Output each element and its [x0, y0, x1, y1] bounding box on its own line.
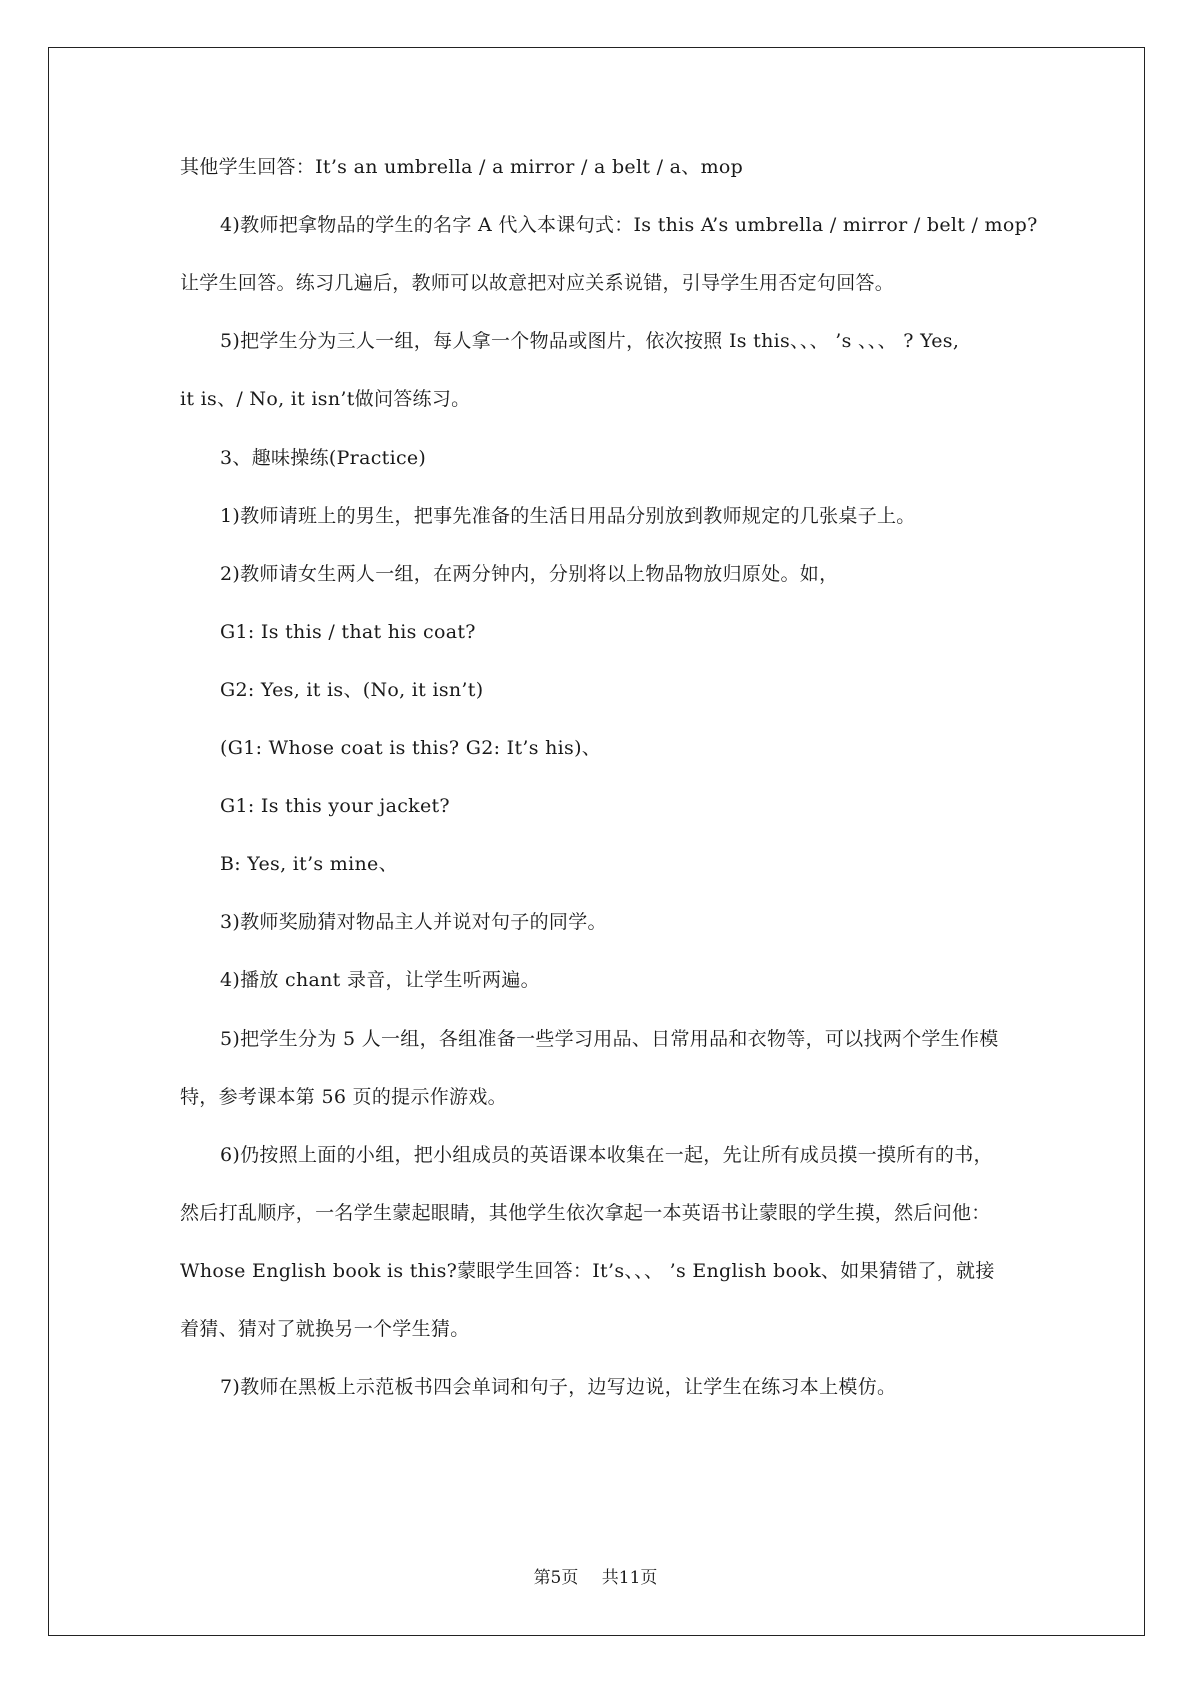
paragraph-line: (G1: Whose coat is this? G2: It’s his)、: [220, 737, 602, 759]
paragraph-line: 1)教师请班上的男生，把事先准备的生活日用品分别放到教师规定的几张桌子上。: [220, 504, 916, 527]
paragraph-line: 4)教师把拿物品的学生的名字 A 代入本课句式：Is this A’s umbrella / mirror / belt / mop?: [220, 214, 1038, 237]
paragraph-line: G1: Is this your jacket?: [220, 795, 450, 818]
paragraph-line: Whose English book is this?蒙眼学生回答：It’s、、、 ’s English book、如果猜错了，就接: [180, 1259, 995, 1282]
paragraph-line: 让学生回答。练习几遍后，教师可以故意把对应关系说错，引导学生用否定句回答。: [180, 272, 895, 295]
paragraph-line: 着猜、猜对了就换另一个学生猜。: [180, 1318, 470, 1340]
paragraph-line: 5)把学生分为 5 人一组，各组准备一些学习用品、日常用品和衣物等，可以找两个学生作模: [220, 1027, 999, 1050]
page-number: 第5页: [533, 1568, 579, 1588]
paragraph-line: 7)教师在黑板上示范板书四会单词和句子，边写边说，让学生在练习本上模仿。: [220, 1376, 897, 1399]
paragraph-line: G1: Is this / that his coat?: [220, 620, 476, 643]
paragraph-line: 特，参考课本第 56 页的提示作游戏。: [180, 1085, 507, 1108]
paragraph-line: 3)教师奖励猜对物品主人并说对句子的同学。: [220, 911, 607, 934]
paragraph-line: 6)仍按照上面的小组，把小组成员的英语课本收集在一起，先让所有成员摸一摸所有的书，: [220, 1143, 993, 1166]
paragraph-line: 然后打乱顺序，一名学生蒙起眼睛，其他学生依次拿起一本英语书让蒙眼的学生摸，然后问他：: [180, 1201, 991, 1224]
paragraph-line: G2: Yes, it is、(No, it isn’t): [220, 678, 484, 701]
paragraph-line: 其他学生回答：It’s an umbrella / a mirror / a belt / a、mop: [180, 156, 744, 178]
paragraph-line: B: Yes, it’s mine、: [220, 853, 398, 876]
page-total: 共11页: [601, 1568, 658, 1588]
paragraph-line: 3、趣味操练(Practice): [220, 446, 427, 469]
paragraph-line: 2)教师请女生两人一组，在两分钟内，分别将以上物品物放归原处。如，: [220, 562, 839, 585]
paragraph-line: 4)播放 chant 录音，让学生听两遍。: [220, 969, 540, 992]
paragraph-line: 5)把学生分为三人一组，每人拿一个物品或图片，依次按照 Is this、、、 ’s 、、、 ? Yes,: [220, 330, 960, 353]
page-footer: [0, 1568, 1191, 1588]
paragraph-line: it is、/ No, it isn’t做问答练习。: [180, 388, 471, 411]
